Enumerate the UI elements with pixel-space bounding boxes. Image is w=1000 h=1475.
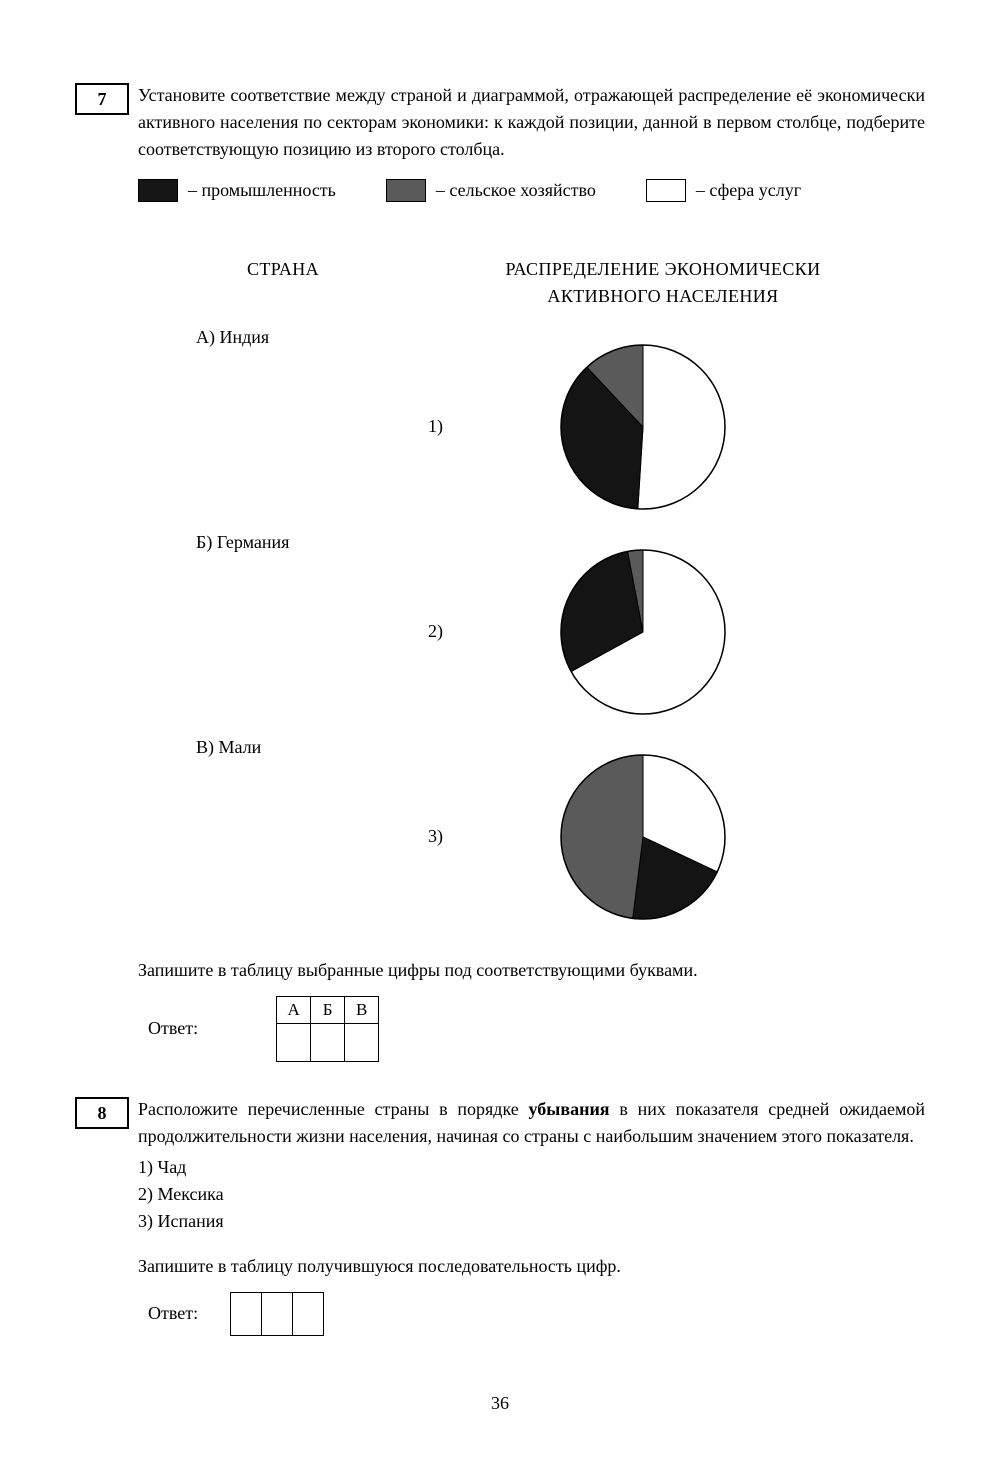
question-8-text xyxy=(138,1096,925,1150)
match-row-v xyxy=(138,734,925,939)
q7-answer-table xyxy=(276,996,379,1062)
pie-label-1: 1) xyxy=(428,416,443,436)
match-row-b xyxy=(138,529,925,734)
q8-answer-table xyxy=(230,1292,324,1336)
q8-answer-cell-3[interactable] xyxy=(293,1292,324,1335)
answer-cell-b[interactable] xyxy=(311,1023,345,1061)
services-swatch xyxy=(646,179,686,202)
page-number: 36 xyxy=(491,1393,509,1413)
option-chad: 1) Чад xyxy=(138,1156,187,1177)
country-label-germany: Б) Германия xyxy=(196,532,290,552)
question-8-number-box: 8 xyxy=(75,1097,129,1129)
pie-chart-2 xyxy=(558,547,728,717)
charts-header-line1: РАСПРЕДЕЛЕНИЕ ЭКОНОМИЧЕСКИ xyxy=(505,259,821,279)
q7-answer-input-row xyxy=(277,1023,379,1061)
option-mexico: 2) Мексика xyxy=(138,1183,224,1204)
answer-header-a: А xyxy=(277,997,311,1024)
q8-text-bold-word: убывания xyxy=(528,1098,610,1119)
q8-answer-input-row xyxy=(231,1292,324,1335)
services-label: – сфера услуг xyxy=(695,180,802,200)
country-label-india: А) Индия xyxy=(196,327,270,347)
q8-answer-label: Ответ: xyxy=(148,1303,199,1323)
agriculture-label: – сельское хозяйство xyxy=(435,180,596,200)
answer-header-v: В xyxy=(345,997,379,1024)
matching-headers xyxy=(138,256,925,310)
q7-answer-label: Ответ: xyxy=(148,1018,199,1039)
country-label-mali: В) Мали xyxy=(196,737,262,757)
answer-header-b: Б xyxy=(311,997,345,1024)
question-7 xyxy=(75,82,925,1062)
pie-label-2: 2) xyxy=(428,621,443,641)
pie-chart-1 xyxy=(558,342,728,512)
industry-swatch xyxy=(138,179,178,202)
matching-block xyxy=(138,256,925,939)
q8-answer-cell-2[interactable] xyxy=(262,1292,293,1335)
q8-text-part1: Расположите перечисленные страны в порядке xyxy=(138,1098,529,1119)
q8-answer-row xyxy=(138,1292,925,1336)
countries-column-header: СТРАНА xyxy=(246,259,320,279)
question-8 xyxy=(75,1096,925,1336)
answer-cell-a[interactable] xyxy=(277,1023,311,1061)
q8-answer-cell-1[interactable] xyxy=(231,1292,262,1335)
q7-write-note: Запишите в таблицу выбранные цифры под соответствующими буквами. xyxy=(138,960,698,980)
option-spain: 3) Испания xyxy=(138,1210,224,1231)
answer-cell-v[interactable] xyxy=(345,1023,379,1061)
industry-label: – промышленность xyxy=(188,180,336,200)
agriculture-swatch xyxy=(386,179,426,202)
q7-answer-header-row xyxy=(277,997,379,1024)
match-row-a xyxy=(138,324,925,529)
legend-item-services xyxy=(646,177,801,204)
chart-legend xyxy=(138,177,925,204)
q8-options-list xyxy=(138,1154,925,1235)
legend-item-industry xyxy=(138,177,336,204)
pie-chart-3 xyxy=(558,752,728,922)
q7-answer-row xyxy=(138,996,925,1062)
pie-label-3: 3) xyxy=(428,826,443,846)
q8-text-part2: в них показателя средней ожидаемой продолжительности жизни населения, начиная со страны с наибольшим значением этого показателя. xyxy=(138,1098,925,1146)
question-7-text: Установите соответствие между страной и диаграммой, отражающей распределение её экономически активного населения по секторам экономики: к каждой позиции, данной в первом столбце, подберите соответствующую позицию из второго столбца. xyxy=(138,85,925,159)
charts-header-line2: АКТИВНОГО НАСЕЛЕНИЯ xyxy=(547,286,779,306)
charts-column-header xyxy=(428,256,898,310)
q8-write-note: Запишите в таблицу получившуюся последовательность цифр. xyxy=(138,1255,621,1276)
question-7-number-box: 7 xyxy=(75,83,129,115)
legend-item-agriculture xyxy=(386,177,596,204)
